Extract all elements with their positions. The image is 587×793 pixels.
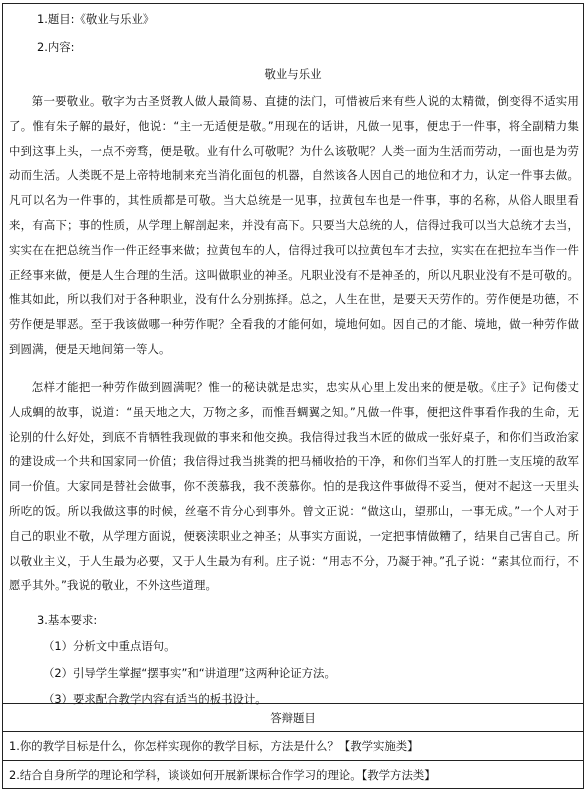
essay-paragraph: 第一要敬业。敬字为古圣贤教人做人最简易、直捷的法门，可惜被后来有些人说的太精微，倒变得不适实用了。惟有朱子解的最好，他说：“主一无适便是敬。”用现在的话讲，凡做一见事，便忠于一件事，将全副精力集中到这事上头，一点不旁骛，便是敬。业有什么可敬呢？为什么该敬呢？人类一面为生活而劳动，一面也是为劳动而生活。人类既不是上帝特地制来充当消化面包的机器，自然该各人因自己的地位和才力，认定一件事去做。凡可以名为一件事的，其性质都是可敬。当大总统是一见事，拉黄包车也是一件事，事的名称，从俗人眼里看来，有高下；事的性质，从学理上解剖起来，并没有高下。只要当大总统的人，信得过我可以当大总统才去当，实实在在把总统当作一件正经事来做；拉黄包车的人，信得过我可以拉黄包车才去拉，实实在在把拉车当作一件正经事来做，便是人生合理的生活。这叫做职业的神圣。凡职业没有不是神圣的，所以凡职业没有不是可敬的。惟其如此，所以我们对于各种职业，没有什么分别拣择。总之，人生在世，是要天天劳作的。劳作便是功德，不劳作便是罪恶。至于我该做哪一种劳作呢？全看我的才能何如，境地何如。因自己的才能、境地，做一种劳作做到圆满，便是天地间第一等人。 bbox=[9, 94, 579, 356]
requirement-item: （1）分析文中重点语句。 bbox=[43, 639, 176, 653]
essay-paragraph: 怎样才能把一种劳作做到圆满呢？惟一的秘诀就是忠实，忠实从心里上发出来的便是敬。《庄子》记佝偻丈人成蜩的故事，说道：“虽天地之大，万物之多，而惟吾蜩翼之知。”凡做一件事，便把这件事看作我的生命，无论别的什么好处，到底不肯牺牲我现做的事来和他交换。我信得过我当木匠的做成一张好桌子，和你们当政治家的建设成一个共和国家同一价值；我信得过我当挑粪的把马桶收拾的干净，和你们当军人的打胜一支压境的敌军同一价值。大家同是替社会做事，你不羡慕我，我不羡慕你。怕的是我这件事做得不妥当，便对不起这一天里头所吃的饭。所以我做这事的时候，丝毫不肯分心到事外。曾文正说：“做这山，望那山，一事无成。”一个人对于自己的职业不敬，从学理方面说，便亵渎职业之神圣；从事实方面说，一定把事情做糟了，结果自己害自己。所以敬业主义，于人生最为必要，又于人生最为有利。庄子说：“用志不分，乃凝于神。”孔子说：“素其位而行，不愿乎其外。”我说的敬业，不外这些道理。 bbox=[9, 380, 579, 593]
defense-question: 1.你的教学目标是什么，你怎样实现你的教学目标，方法是什么？【教学实施类】 bbox=[3, 732, 583, 761]
exam-sheet bbox=[2, 3, 584, 789]
content-label: 2.内容: bbox=[37, 40, 75, 54]
defense-header: 答辩题目 bbox=[3, 704, 583, 732]
defense-question: 2.结合自身所学的理论和学科，谈谈如何开展新课标合作学习的理论。【教学方法类】 bbox=[9, 768, 436, 782]
requirements-label: 3.基本要求: bbox=[37, 613, 98, 627]
requirement-item: （2）引导学生掌握“摆事实”和“讲道理”这两种论证方法。 bbox=[43, 666, 336, 680]
topic-line: 1.题目:《敬业与乐业》 bbox=[37, 12, 155, 26]
requirement-item: （3）要求配合教学内容有适当的板书设计。 bbox=[43, 692, 267, 706]
question-content-block bbox=[3, 4, 583, 704]
essay-title: 敬业与乐业 bbox=[264, 67, 322, 81]
